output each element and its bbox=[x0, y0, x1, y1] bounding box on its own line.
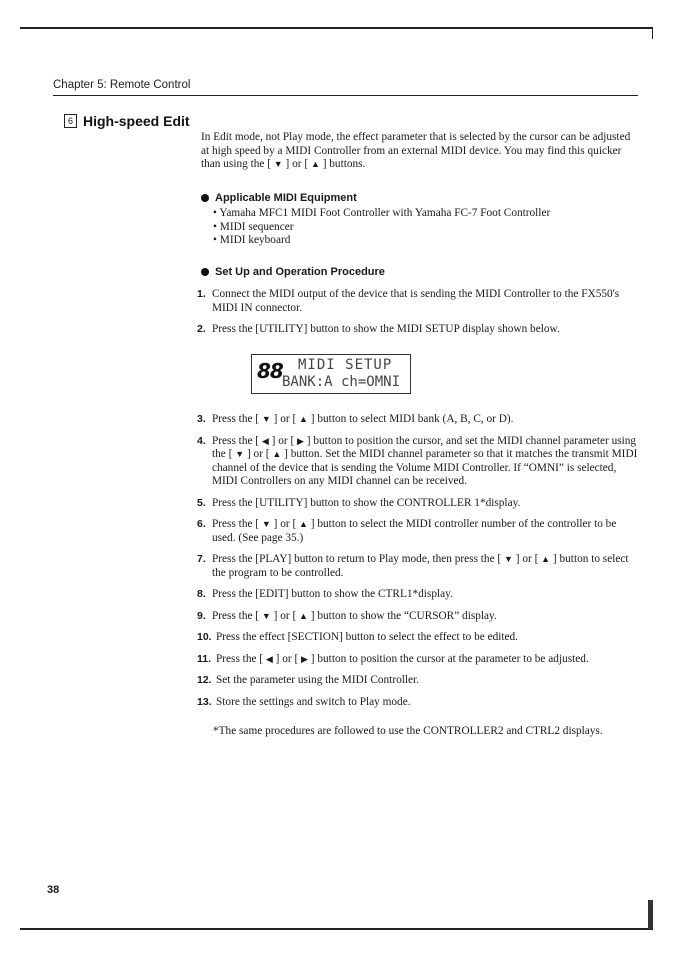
step-7: 7. Press the [PLAY] button to return to Play mode, then press the [ ▼ ] or [ ▲ ] button to select the program to be controlled. bbox=[197, 553, 629, 579]
intro-line: In Edit mode, not Play mode, the effect parameter that is selected by the cursor can be adjusted bbox=[201, 131, 631, 143]
step-11: 11. Press the [ ◀ ] or [ ▶ ] button to position the cursor at the parameter to be adjusted. bbox=[197, 652, 589, 665]
page-number: 38 bbox=[47, 884, 60, 896]
equipment-heading: Applicable MIDI Equipment bbox=[201, 192, 357, 204]
down-arrow-icon: ▼ bbox=[235, 449, 245, 459]
left-arrow-icon: ◀ bbox=[265, 653, 273, 664]
step-2: 2. Press the [UTILITY] button to show the MIDI SETUP display shown below. bbox=[197, 323, 560, 335]
down-arrow-icon: ▼ bbox=[273, 159, 283, 169]
footnote: *The same procedures are followed to use the CONTROLLER2 and CTRL2 displays. bbox=[213, 725, 603, 737]
chapter-header: Chapter 5: Remote Control bbox=[53, 79, 191, 91]
up-arrow-icon: ▲ bbox=[299, 414, 308, 424]
section-heading bbox=[64, 113, 190, 129]
top-rule-tick bbox=[652, 27, 653, 39]
section-title: High-speed Edit bbox=[83, 113, 190, 129]
left-arrow-icon: ◀ bbox=[261, 435, 269, 446]
step-13: 13. Store the settings and switch to Play mode. bbox=[197, 695, 411, 708]
procedure-heading: Set Up and Operation Procedure bbox=[201, 266, 385, 278]
lcd-line-2: BANK:A ch=OMNI bbox=[282, 374, 401, 390]
step-8: 8. Press the [EDIT] button to show the CTRL1*display. bbox=[197, 588, 453, 600]
up-arrow-icon: ▲ bbox=[541, 554, 551, 564]
step-3: 3. Press the [ ▼ ] or [ ▲ ] button to select MIDI bank (A, B, C, or D). bbox=[197, 413, 514, 425]
steps-part-2 bbox=[197, 413, 642, 709]
right-arrow-icon: ▶ bbox=[297, 435, 304, 446]
step-5: 5. Press the [UTILITY] button to show the CONTROLLER 1*display. bbox=[197, 496, 521, 509]
bullet-dot-icon bbox=[201, 268, 209, 276]
up-arrow-icon: ▲ bbox=[299, 519, 308, 529]
steps-part-1 bbox=[197, 288, 642, 337]
bullet-dot-icon bbox=[201, 194, 209, 202]
up-arrow-icon: ▲ bbox=[272, 449, 282, 459]
up-arrow-icon: ▲ bbox=[299, 610, 308, 621]
list-item: • MIDI sequencer bbox=[213, 220, 294, 233]
lcd-display bbox=[251, 354, 411, 394]
step-12: 12. Set the parameter using the MIDI Controller. bbox=[197, 674, 419, 686]
lcd-line-1: MIDI SETUP bbox=[298, 357, 393, 373]
top-rule bbox=[20, 27, 653, 29]
lcd-segment-digits: 88 bbox=[257, 359, 283, 383]
equipment-list bbox=[213, 207, 550, 248]
step-1: 1. Connect the MIDI output of the device that is sending the MIDI Controller to the FX550's MIDI IN connector. bbox=[197, 288, 620, 314]
edge-mark bbox=[648, 900, 653, 929]
up-arrow-icon: ▲ bbox=[310, 159, 320, 169]
list-item: • Yamaha MFC1 MIDI Foot Controller with Yamaha FC-7 Foot Controller bbox=[213, 207, 551, 219]
section-number-box: 6 bbox=[64, 114, 77, 128]
chapter-rule bbox=[53, 95, 638, 96]
down-arrow-icon: ▼ bbox=[261, 610, 271, 621]
step-6: 6. Press the [ ▼ ] or [ ▲ ] button to select the MIDI controller number of the controller to be used. (See page 35.) bbox=[197, 518, 617, 544]
bottom-rule bbox=[20, 928, 653, 930]
down-arrow-icon: ▼ bbox=[504, 554, 513, 564]
down-arrow-icon: ▼ bbox=[261, 414, 271, 424]
step-9: 9. Press the [ ▼ ] or [ ▲ ] button to show the “CURSOR” display. bbox=[197, 609, 497, 622]
down-arrow-icon: ▼ bbox=[261, 519, 271, 529]
step-4: 4. Press the [ ◀ ] or [ ▶ ] button to position the cursor, and set the MIDI channel parameter using the [ ▼ ] or [ ▲ ] button. Set the MIDI channel parameter so that it matches the transmit MIDI channel of the device that is sending the Volume MIDI Controller. If “OMNI” is selected, MIDI Controllers on any MIDI channel can be received. bbox=[197, 434, 638, 487]
intro-line: than using the [ ▼ ] or [ ▲ ] buttons. bbox=[201, 158, 366, 170]
intro-paragraph bbox=[201, 131, 641, 172]
list-item: • MIDI keyboard bbox=[213, 234, 291, 246]
intro-line: at high speed by a MIDI Controller from an external MIDI device. You may find this quicker bbox=[201, 144, 622, 157]
right-arrow-icon: ▶ bbox=[301, 653, 308, 664]
step-10: 10. Press the effect [SECTION] button to select the effect to be edited. bbox=[197, 631, 518, 643]
